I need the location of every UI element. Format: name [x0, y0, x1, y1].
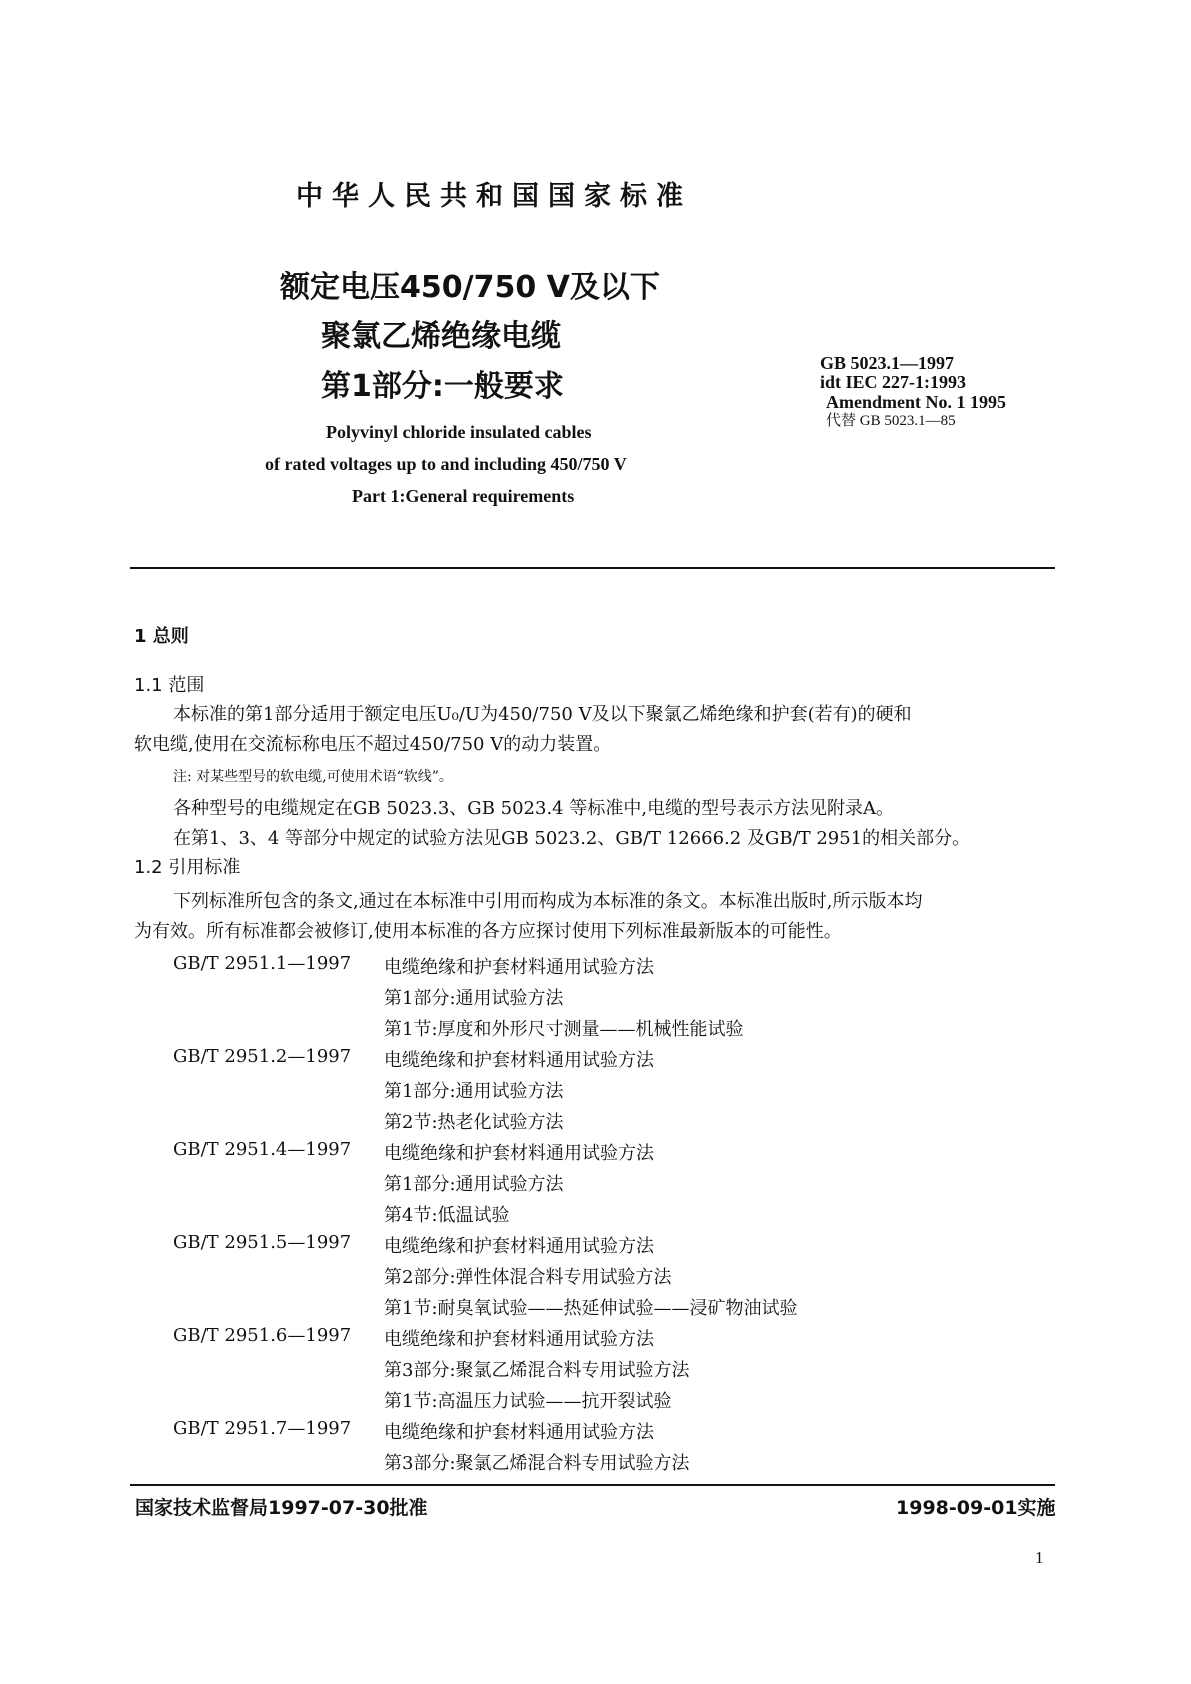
title-zh-line-3: 第1部分:一般要求 — [321, 369, 564, 404]
reference-part: 第1部分:通用试验方法 — [384, 1081, 564, 1102]
effective-date: 1998-09-01实施 — [896, 1497, 1056, 1519]
reference-part: 第1部分:通用试验方法 — [384, 988, 564, 1009]
reference-code: GB/T 2951.5—1997 — [173, 1232, 352, 1253]
idt-code: idt IEC 227-1:1993 — [820, 372, 967, 392]
reference-section: 第1节:高温压力试验——抗开裂试验 — [384, 1391, 672, 1412]
reference-section: 第2节:热老化试验方法 — [384, 1112, 564, 1133]
approval-date: 国家技术监督局1997-07-30批准 — [135, 1497, 428, 1519]
reference-section: 第4节:低温试验 — [384, 1205, 510, 1226]
national-standard-label: 中华人民共和国国家标准 — [296, 181, 692, 212]
standard-code: GB 5023.1—1997 — [820, 353, 955, 373]
reference-part: 第1部分:通用试验方法 — [384, 1174, 564, 1195]
top-divider — [130, 567, 1055, 569]
scope-paragraph-line-2: 软电缆,使用在交流标称电压不超过450/750 V的动力装置。 — [134, 734, 612, 755]
reference-section: 第1节:耐臭氧试验——热延伸试验——浸矿物油试验 — [384, 1298, 798, 1319]
reference-title: 电缆绝缘和护套材料通用试验方法 — [384, 1050, 654, 1071]
reference-part: 第2部分:弹性体混合料专用试验方法 — [384, 1267, 672, 1288]
reference-part: 第3部分:聚氯乙烯混合料专用试验方法 — [384, 1453, 690, 1474]
scope-paragraph-line-1: 本标准的第1部分适用于额定电压U₀/U为450/750 V及以下聚氯乙烯绝缘和护套(若有)的硬和 — [173, 704, 912, 725]
reference-title: 电缆绝缘和护套材料通用试验方法 — [384, 957, 654, 978]
title-en-line-3: Part 1:General requirements — [352, 486, 575, 506]
title-zh-line-1: 额定电压450/750 V及以下 — [280, 270, 660, 305]
reference-code: GB/T 2951.4—1997 — [173, 1139, 352, 1160]
page-number: 1 — [1035, 1548, 1044, 1567]
reference-code: GB/T 2951.7—1997 — [173, 1418, 352, 1439]
references-paragraph-line-2: 为有效。所有标准都会被修订,使用本标准的各方应探讨使用下列标准最新版本的可能性。 — [134, 921, 842, 942]
bottom-divider — [130, 1484, 1055, 1486]
reference-code: GB/T 2951.2—1997 — [173, 1046, 352, 1067]
section-1-2-heading: 1.2 引用标准 — [134, 857, 241, 878]
reference-title: 电缆绝缘和护套材料通用试验方法 — [384, 1422, 654, 1443]
references-paragraph-line-1: 下列标准所包含的条文,通过在本标准中引用而构成为本标准的条文。本标准出版时,所示版本均 — [173, 891, 923, 912]
reference-part: 第3部分:聚氯乙烯混合料专用试验方法 — [384, 1360, 690, 1381]
reference-title: 电缆绝缘和护套材料通用试验方法 — [384, 1143, 654, 1164]
reference-title: 电缆绝缘和护套材料通用试验方法 — [384, 1329, 654, 1350]
title-en-line-1: Polyvinyl chloride insulated cables — [326, 422, 592, 442]
reference-title: 电缆绝缘和护套材料通用试验方法 — [384, 1236, 654, 1257]
reference-section: 第1节:厚度和外形尺寸测量——机械性能试验 — [384, 1019, 744, 1040]
scope-note: 注: 对某些型号的软电缆,可使用术语“软线”。 — [173, 769, 453, 785]
title-zh-line-2: 聚氯乙烯绝缘电缆 — [321, 319, 561, 354]
section-1-1-heading: 1.1 范围 — [134, 675, 205, 696]
reference-code: GB/T 2951.1—1997 — [173, 953, 352, 974]
scope-paragraph-2: 各种型号的电缆规定在GB 5023.3、GB 5023.4 等标准中,电缆的型号表示方法见附录A。 — [173, 798, 895, 819]
reference-code: GB/T 2951.6—1997 — [173, 1325, 352, 1346]
scope-paragraph-3: 在第1、3、4 等部分中规定的试验方法见GB 5023.2、GB/T 12666.2 及GB/T 2951的相关部分。 — [173, 828, 971, 849]
replaces-code: 代替 GB 5023.1—85 — [826, 413, 956, 429]
section-1-heading: 1 总则 — [134, 626, 189, 647]
amendment-code: Amendment No. 1 1995 — [826, 392, 1006, 412]
title-en-line-2: of rated voltages up to and including 450/750 V — [265, 454, 627, 474]
